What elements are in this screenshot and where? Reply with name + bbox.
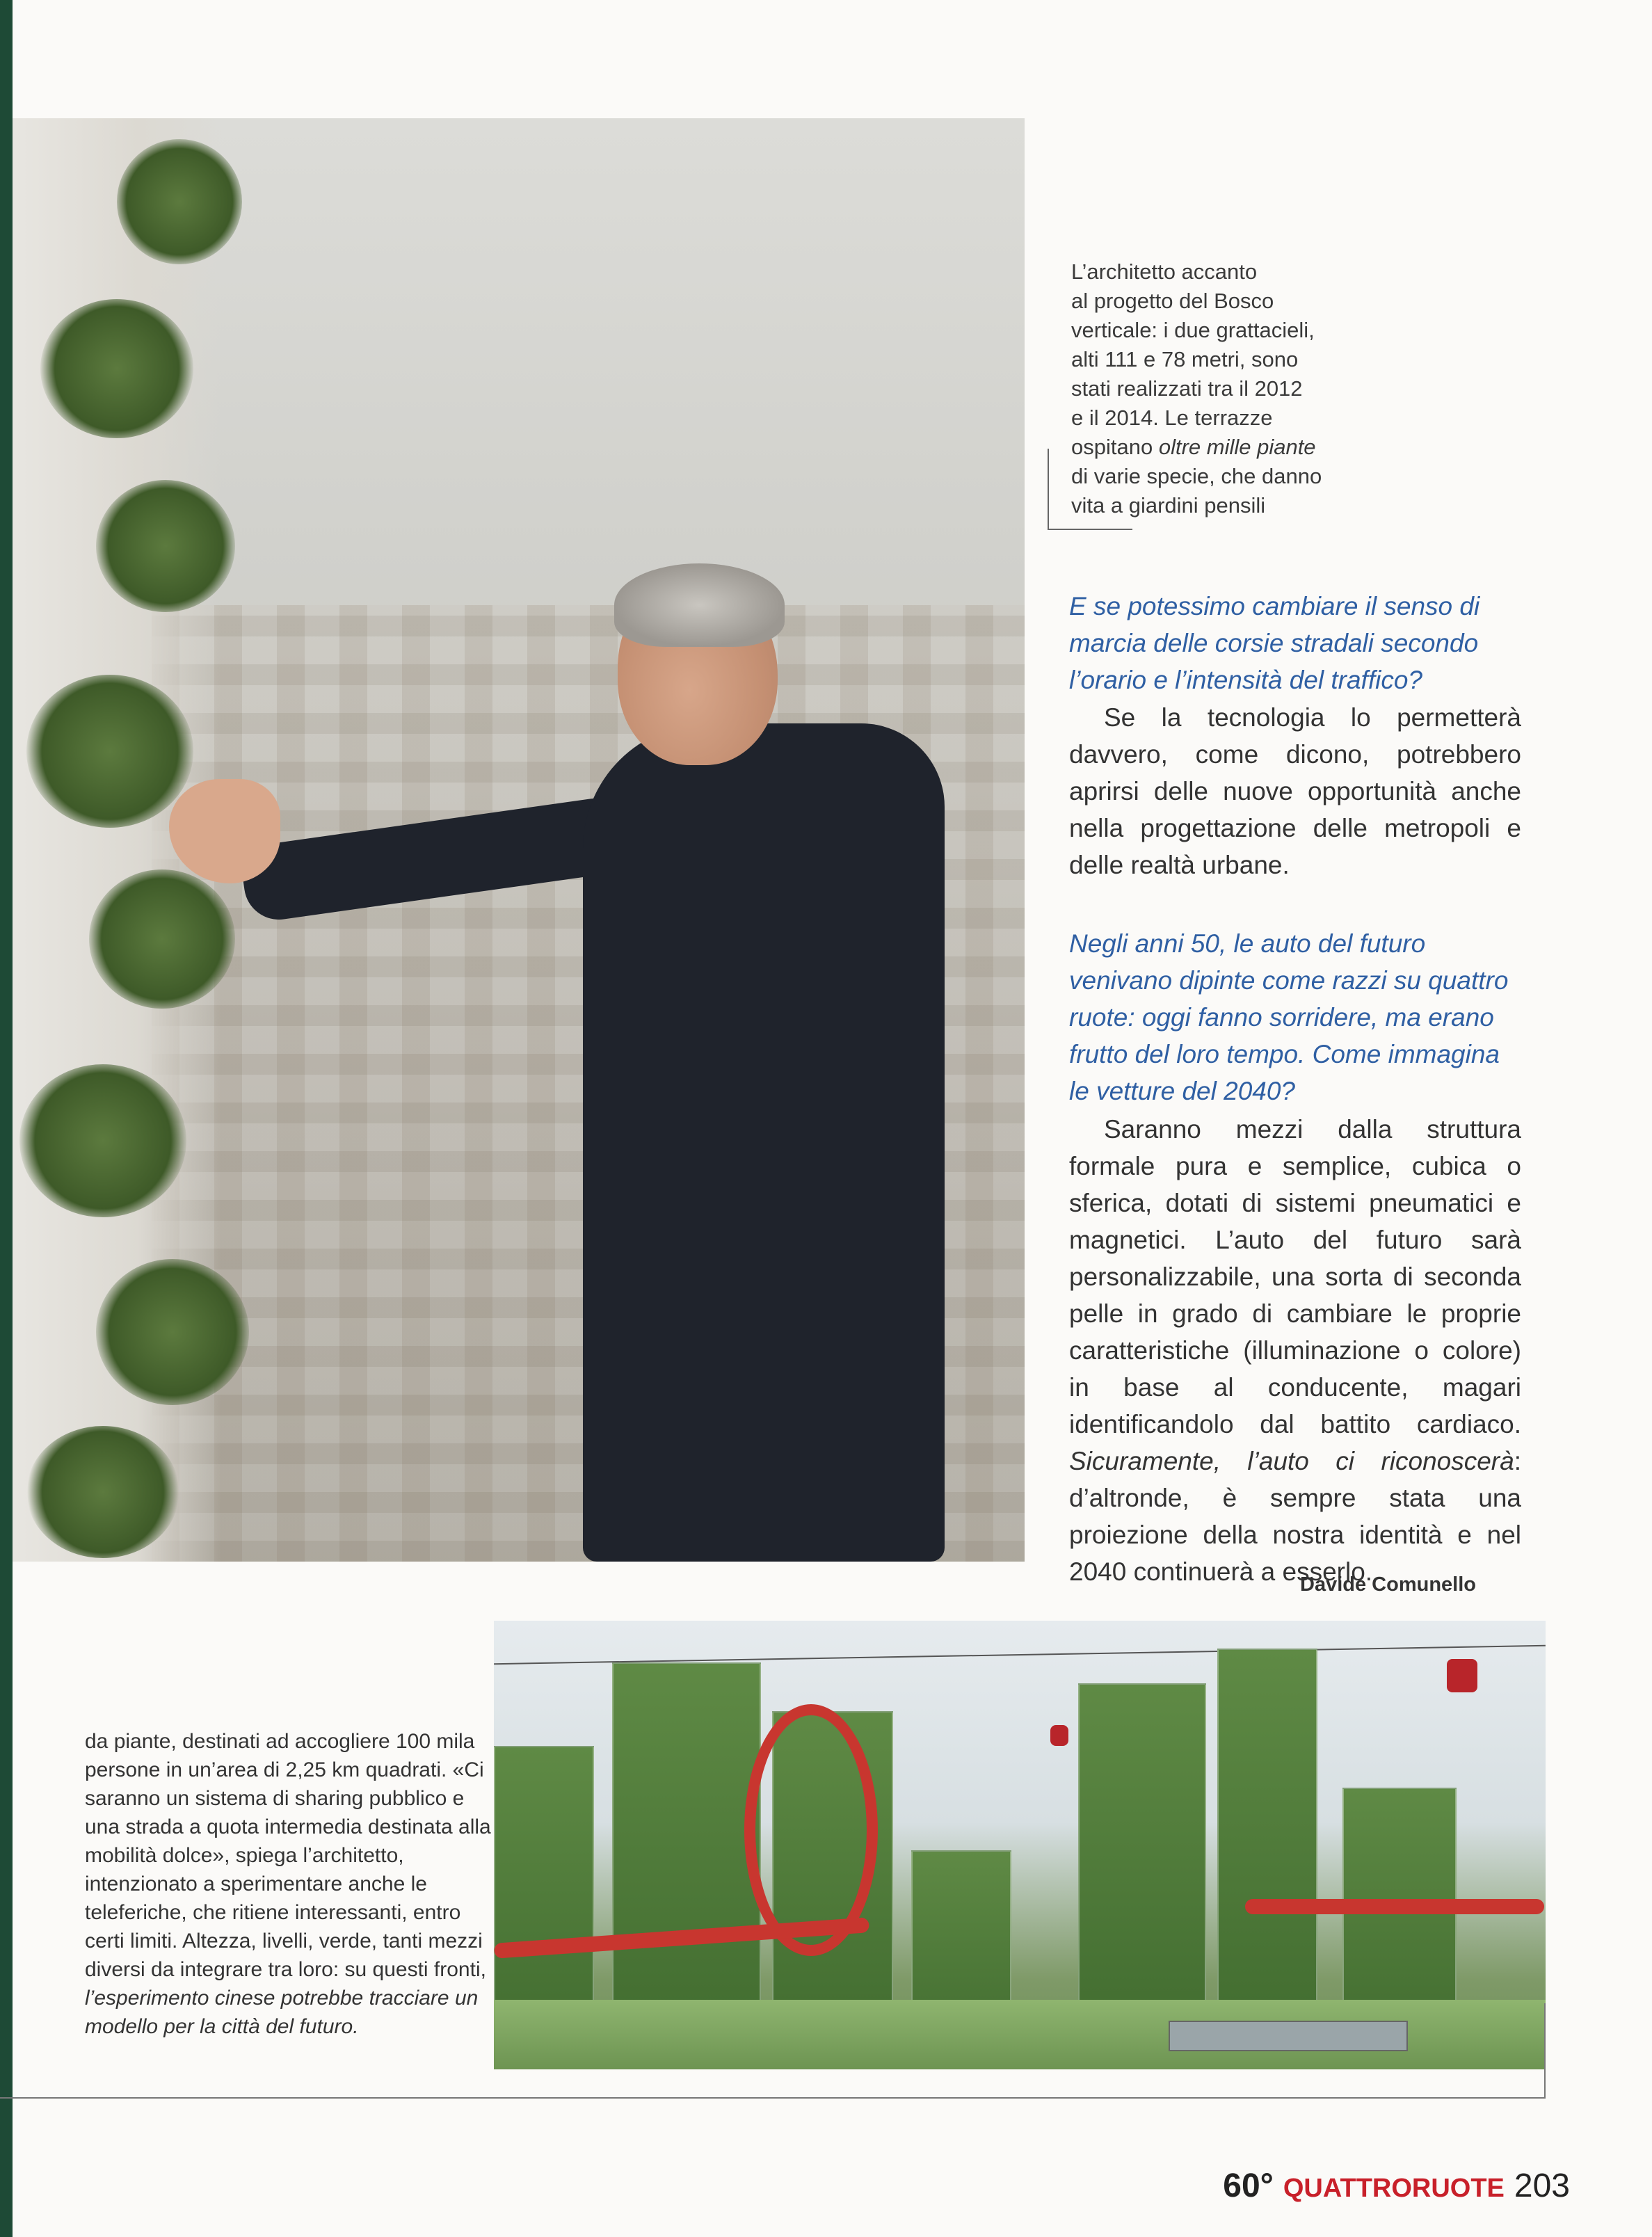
page-footer bbox=[1223, 2167, 1570, 2205]
elevated-red-road bbox=[1245, 1899, 1544, 1914]
tram-vehicle bbox=[1169, 2021, 1408, 2051]
interview-question-2: Negli anni 50, le auto del futuro venivano dipinte come razzi su quattro ruote: oggi fanno sorridere, ma erano frutto del loro tempo. Come immagina le vetture del 2040? bbox=[1069, 929, 1509, 1105]
cable-car-cabin bbox=[1050, 1725, 1068, 1746]
caption-line: verticale: i due grattacieli, bbox=[1071, 318, 1315, 342]
footer-rule bbox=[0, 2097, 1546, 2099]
caption-line: vita a giardini pensili bbox=[1071, 493, 1266, 518]
interview-question-1: E se potessimo cambiare il senso di marcia delle corsie stradali secondo l’orario e l’intensità del traffico? bbox=[1069, 592, 1480, 694]
cableway-line bbox=[494, 1645, 1546, 1665]
cable-car-cabin bbox=[1447, 1659, 1477, 1692]
caption-line: ospitano oltre mille piante bbox=[1071, 435, 1316, 459]
caption-line: e il 2014. Le terrazze bbox=[1071, 406, 1273, 430]
edition-label: 60° bbox=[1223, 2167, 1274, 2204]
page-spine-edge bbox=[0, 0, 13, 2237]
main-photo-architect bbox=[13, 118, 1025, 1562]
caption-line: al progetto del Bosco bbox=[1071, 289, 1274, 313]
brand-logo: QUATTRORUOTE bbox=[1283, 2174, 1505, 2203]
photo-man-jacket bbox=[583, 723, 945, 1562]
caption-line: alti 111 e 78 metri, sono bbox=[1071, 347, 1299, 371]
photo-man-hair bbox=[614, 563, 785, 647]
caption-bracket bbox=[1048, 449, 1132, 530]
author-byline: Davide Comunello bbox=[1300, 1573, 1476, 1596]
caption-line: di varie specie, che danno bbox=[1071, 464, 1322, 488]
footer-rule-vertical bbox=[1544, 2003, 1546, 2098]
caption-line: stati realizzati tra il 2012 bbox=[1071, 376, 1303, 401]
interview-answer-1: Se la tecnologia lo permetterà davvero, come dicono, potrebbero aprirsi delle nuove opportunità anche nella progettazione delle metropoli e delle realtà urbane. bbox=[1069, 703, 1521, 879]
photo-caption-bottom: da piante, destinati ad accogliere 100 mila persone in un’area di 2,25 km quadrati. «Ci saranno un sistema di sharing pubblico e una strada a quota intermedia destinata alla mobilità dolce», spiega l’architetto, intenzionato a sperimentare anche le teleferiche, che ritiene interessanti, entro certi limiti. Altezza, livelli, verde, tanti mezzi diversi da integrare tra loro: su questi fronti, l’esperimento cinese potrebbe tracciare un modello per la città del futuro. bbox=[85, 1730, 491, 2038]
caption-line: L’architetto accanto bbox=[1071, 259, 1258, 284]
forest-city-rendering bbox=[494, 1621, 1546, 2069]
page-number: 203 bbox=[1514, 2167, 1570, 2204]
interview-answer-2: Saranno mezzi dalla struttura formale pura e semplice, cubica o sferica, dotati di sistemi pneumatici e magnetici. L’auto del futuro sarà personalizzabile, una sorta di seconda pelle in grado di cambiare le proprie caratteristiche (illuminazione o colore) in base al conducente, magari identificandolo dal battito cardiaco. Sicuramente, l’auto ci riconoscerà: d’altronde, è sempre stata una proiezione della nostra identità e nel 2040 continuerà a esserlo. bbox=[1069, 1115, 1521, 1586]
